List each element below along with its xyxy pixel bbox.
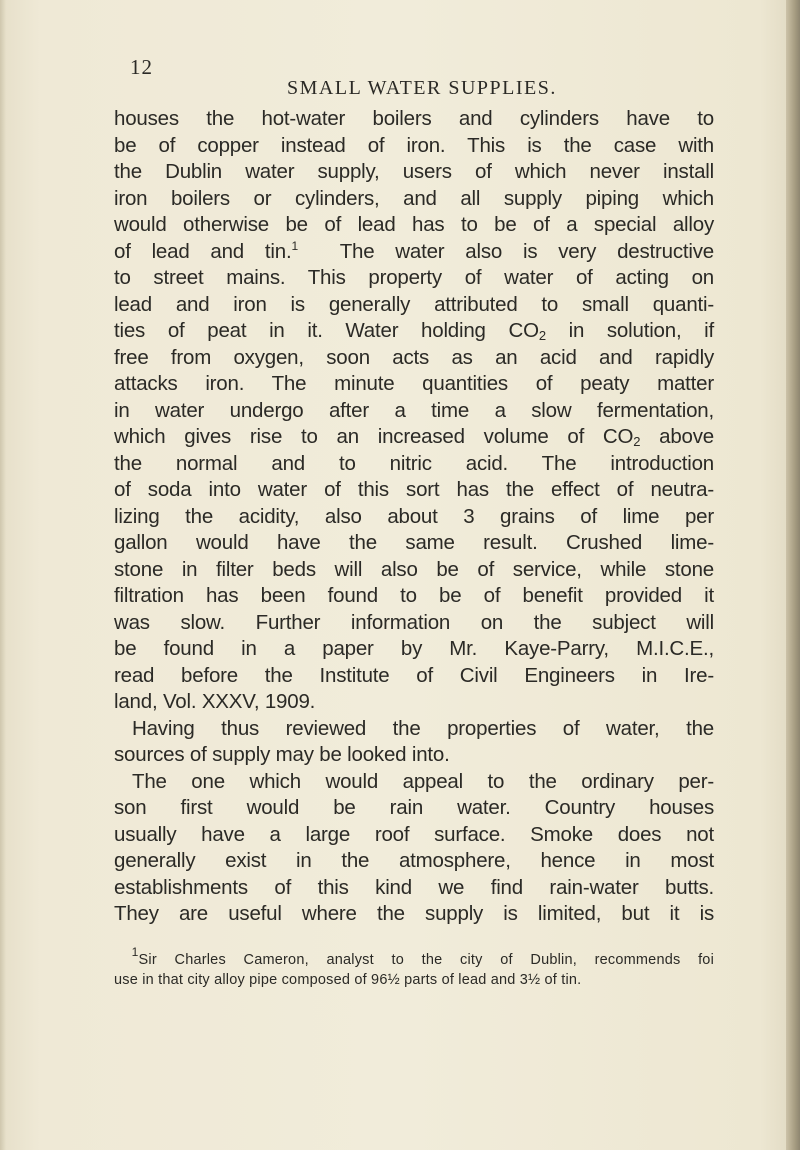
running-head: SMALL WATER SUPPLIES.: [287, 77, 557, 99]
footnote-text: Sir Charles Cameron, analyst to the city of Dublin, recommends foi: [138, 952, 714, 968]
footnote-line: use in that city alloy pipe composed of 96½ parts of lead and 3½ of tin.: [114, 972, 582, 988]
text-line: land, Vol. XXXV, 1909.: [114, 690, 316, 713]
text-line: sources of supply may be looked into.: [114, 743, 450, 766]
text-line: was slow. Further information on the subject will: [114, 610, 714, 634]
text-line: establishments of this kind we find rain-water butts.: [114, 875, 714, 899]
text-line: free from oxygen, soon acts as an acid and rapidly: [114, 345, 714, 369]
text-line: houses the hot-water boilers and cylinders have to: [114, 107, 714, 130]
footnote-marker[interactable]: 1: [291, 238, 298, 253]
subscript: 2: [538, 328, 546, 343]
text-line: be found in a paper by Mr. Kaye-Parry, M.I.C.E.,: [114, 637, 714, 660]
text-line-with-subscript: [114, 318, 714, 345]
text-line: usually have a large roof surface. Smoke does not: [114, 822, 714, 846]
text-line: Having thus reviewed the properties of water, the: [132, 716, 714, 740]
footnote-line: [114, 945, 714, 970]
text-line: They are useful where the supply is limited, but it is: [114, 902, 714, 925]
text-line: son first would be rain water. Country houses: [114, 796, 714, 819]
paragraph-1: [114, 106, 714, 716]
body-text: [114, 106, 714, 928]
text-line: lead and iron is generally attributed to small quanti-: [114, 292, 714, 316]
text-line: filtration has been found to be of benefit provided it: [114, 584, 714, 607]
footnote-marker: 1: [131, 945, 139, 959]
text-line: stone in filter beds will also be of service, while stone: [114, 557, 714, 581]
text-line: to street mains. This property of water of acting on: [114, 266, 714, 289]
text-segment: which gives rise to an increased volume of CO: [114, 425, 634, 448]
page-header: [0, 55, 800, 99]
text-line: generally exist in the atmosphere, hence in most: [114, 849, 714, 872]
page-left-edge: [0, 0, 6, 1150]
text-line: in water undergo after a time a slow fermentation,: [114, 398, 714, 422]
paragraph-3: [114, 769, 714, 928]
text-line: The one which would appeal to the ordinary per-: [132, 769, 714, 793]
text-segment: The water also is very destructive: [339, 239, 714, 263]
footnotes: [114, 945, 714, 990]
text-segment: ties of peat in it. Water holding CO: [114, 319, 539, 342]
text-line: the normal and to nitric acid. The introduction: [114, 451, 714, 475]
text-line: the Dublin water supply, users of which never install: [114, 160, 714, 183]
text-line: gallon would have the same result. Crushed lime-: [114, 531, 714, 554]
text-line: of soda into water of this sort has the effect of neutra-: [114, 478, 714, 501]
text-line: read before the Institute of Civil Engineers in Ire-: [114, 663, 714, 687]
text-segment: of lead and tin.: [114, 239, 292, 263]
text-segment: in solution, if: [568, 319, 715, 342]
text-line-with-subscript: [114, 424, 714, 451]
text-line: lizing the acidity, also about 3 grains of lime per: [114, 504, 714, 528]
page-number: 12: [130, 55, 153, 79]
text-line: iron boilers or cylinders, and all supply piping which: [114, 186, 714, 210]
text-line: be of copper instead of iron. This is the case with: [114, 133, 714, 157]
subscript: 2: [633, 434, 641, 449]
page-right-edge: [786, 0, 800, 1150]
text-line-with-footnote: [114, 239, 714, 266]
text-line: attacks iron. The minute quantities of peaty matter: [114, 372, 714, 395]
text-segment: above: [659, 425, 714, 448]
paragraph-2: [114, 716, 714, 769]
text-line: would otherwise be of lead has to be of a special alloy: [114, 213, 714, 236]
